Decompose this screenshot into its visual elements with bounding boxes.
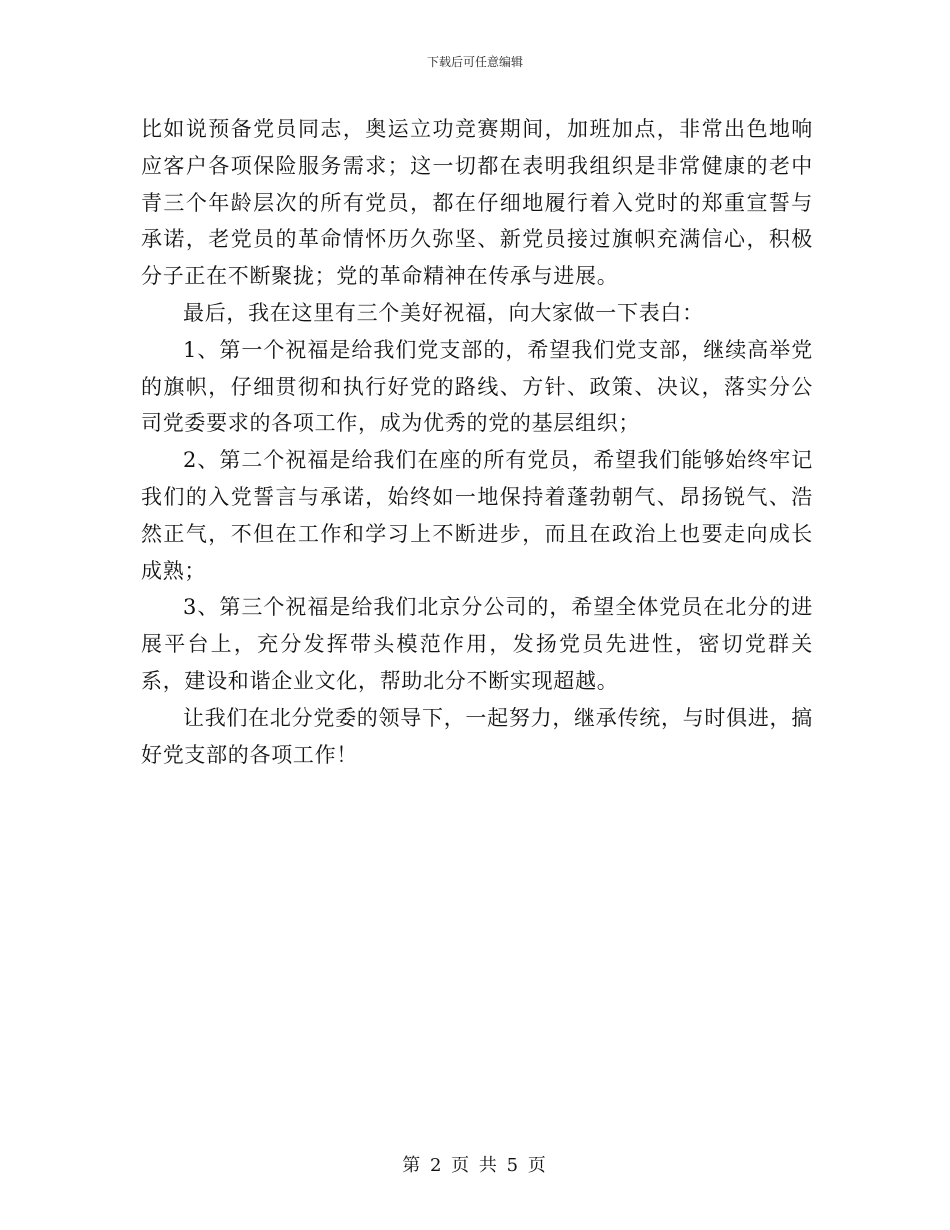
paragraph-5: 3、第三个祝福是给我们北京分公司的，希望全体党员在北分的进展平台上，充分发挥带头模范作用，发扬党员先进性，密切党群关系，建设和谐企业文化，帮助北分不断实现超越。 xyxy=(141,595,813,693)
paragraph-1: 比如说预备党员同志，奥运立功竞赛期间，加班加点，非常出色地响应客户各项保险服务需求；这一切都在表明我组织是非常健康的老中青三个年龄层次的所有党员，都在仔细地履行着入党时的郑重宣誓与承诺，老党员的革命情怀历久弥坚、新党员接过旗帜充满信心，积极分子正在不断聚拢；党的革命精神在传承与进展。 xyxy=(141,117,813,289)
paragraph-2: 最后，我在这里有三个美好祝福，向大家做一下表白： xyxy=(183,300,704,325)
paragraph-4: 2、第二个祝福是给我们在座的所有党员，希望我们能够始终牢记我们的入党誓言与承诺，始终如一地保持着蓬勃朝气、昂扬锐气、浩然正气，不但在工作和学习上不断进步，而且在政治上也要走向成长成熟； xyxy=(141,448,813,583)
paragraph-6: 让我们在北分党委的领导下，一起努力，继承传统，与时俱进，搞好党支部的各项工作！ xyxy=(141,705,813,767)
page-header: 下载后可任意编辑 xyxy=(426,55,523,69)
page-number-footer: 第 2 页 共 5 页 xyxy=(402,1155,548,1176)
paragraph-3: 1、第一个祝福是给我们党支部的，希望我们党支部，继续高举党的旗帜，仔细贯彻和执行好党的路线、方针、政策、决议，落实分公司党委要求的各项工作，成为优秀的党的基层组织； xyxy=(141,337,813,436)
document-body xyxy=(141,111,813,773)
